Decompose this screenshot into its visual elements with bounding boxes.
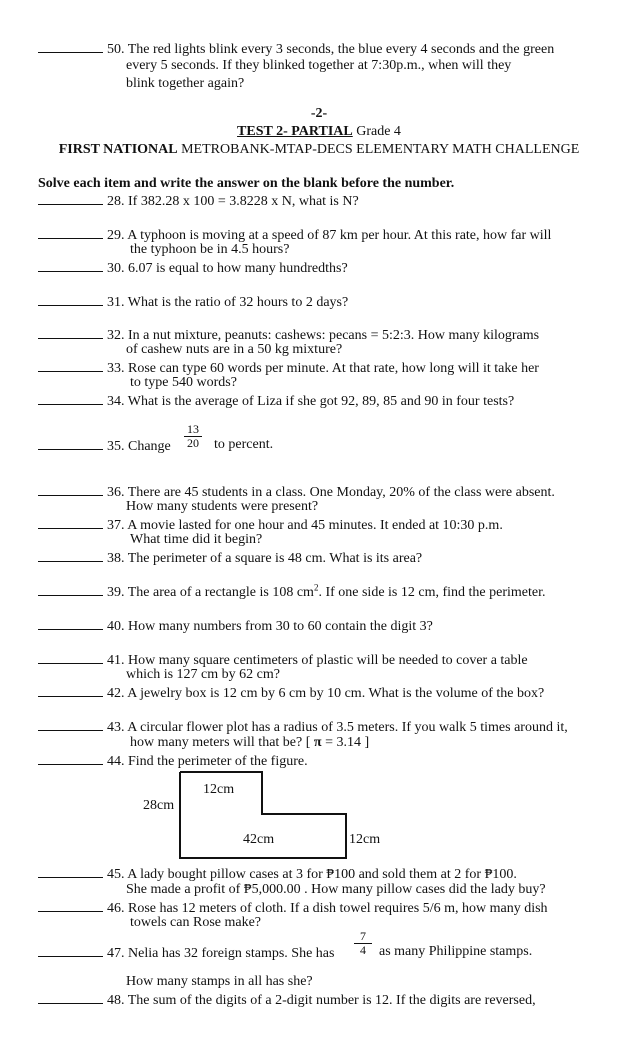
question-39 bbox=[38, 582, 628, 602]
answer-blank[interactable] bbox=[38, 225, 103, 239]
question-text: 44. Find the perimeter of the figure. bbox=[107, 754, 308, 769]
question-text: of cashew nuts are in a 50 kg mixture? bbox=[126, 342, 343, 357]
question-34 bbox=[38, 391, 628, 411]
question-text: 39. The area of a rectangle is 108 cm bbox=[107, 585, 314, 600]
question-text: to percent. bbox=[214, 437, 274, 452]
answer-blank[interactable] bbox=[38, 650, 103, 664]
answer-blank[interactable] bbox=[38, 548, 103, 562]
question-text: to type 540 words? bbox=[130, 375, 237, 390]
question-text: the typhoon be in 4.5 hours? bbox=[130, 242, 290, 257]
answer-blank[interactable] bbox=[38, 943, 103, 957]
question-46 bbox=[38, 898, 628, 918]
question-35 bbox=[38, 436, 628, 456]
question-text: 32. In a nut mixture, peanuts: cashews: pecans = 5:2:3. How many kilograms bbox=[107, 328, 540, 343]
answer-blank[interactable] bbox=[38, 864, 103, 878]
question-text: She made a profit of ₱5,000.00 . How many pillow cases did the lady buy? bbox=[126, 882, 546, 897]
question-text: as many Philippine stamps. bbox=[379, 944, 533, 959]
answer-blank[interactable] bbox=[38, 751, 103, 765]
figure-label-left: 28cm bbox=[143, 798, 175, 813]
answer-blank[interactable] bbox=[38, 898, 103, 912]
answer-blank[interactable] bbox=[38, 436, 103, 450]
answer-blank[interactable] bbox=[38, 325, 103, 339]
question-text: 41. How many square centimeters of plastic will be needed to cover a table bbox=[107, 653, 528, 668]
question-text: towels can Rose make? bbox=[130, 915, 262, 930]
answer-blank[interactable] bbox=[38, 515, 103, 529]
question-text-part: how many meters will that be? [ bbox=[130, 735, 314, 750]
question-text: 34. What is the average of Liza if she got 92, 89, 85 and 90 in four tests? bbox=[107, 394, 515, 409]
question-50 bbox=[38, 39, 628, 59]
fraction-denominator: 4 bbox=[360, 943, 366, 957]
contest-rest-text: METROBANK-MTAP-DECS ELEMENTARY MATH CHALLENGE bbox=[177, 142, 580, 157]
question-text: which is 127 cm by 62 cm? bbox=[126, 667, 280, 682]
figure-label-top: 12cm bbox=[203, 782, 235, 797]
question-text: How many students were present? bbox=[126, 499, 319, 514]
fraction-numerator: 7 bbox=[354, 930, 372, 944]
instructions: Solve each item and write the answer on the blank before the number. bbox=[38, 176, 455, 191]
pi-symbol: π bbox=[313, 735, 322, 750]
answer-blank[interactable] bbox=[38, 717, 103, 731]
answer-blank[interactable] bbox=[38, 616, 103, 630]
question-31 bbox=[38, 292, 628, 312]
answer-blank[interactable] bbox=[38, 391, 103, 405]
question-text: 45. A lady bought pillow cases at 3 for ₱100 and sold them at 2 for ₱100. bbox=[107, 867, 517, 882]
question-text: 47. Nelia has 32 foreign stamps. She has bbox=[107, 946, 335, 961]
question-33 bbox=[38, 358, 628, 378]
question-text: 37. A movie lasted for one hour and 45 minutes. It ended at 10:30 p.m. bbox=[107, 518, 503, 533]
question-37 bbox=[38, 515, 628, 535]
answer-blank[interactable] bbox=[38, 258, 103, 272]
contest-bold-text: FIRST NATIONAL bbox=[58, 142, 178, 157]
test-title-text: TEST 2- PARTIAL bbox=[237, 124, 353, 139]
figure-label-right: 12cm bbox=[349, 832, 381, 847]
superscript: 2 bbox=[313, 582, 319, 593]
fraction-13-20 bbox=[184, 423, 202, 450]
question-text: 50. The red lights blink every 3 seconds, the blue every 4 seconds and the green bbox=[107, 42, 555, 57]
question-text: 36. There are 45 students in a class. One Monday, 20% of the class were absent. bbox=[107, 485, 555, 500]
question-text: What time did it begin? bbox=[130, 532, 263, 547]
answer-blank[interactable] bbox=[38, 358, 103, 372]
question-48 bbox=[38, 990, 628, 1010]
answer-blank[interactable] bbox=[38, 482, 103, 496]
fraction-denominator: 20 bbox=[187, 436, 199, 450]
question-text bbox=[130, 734, 369, 752]
answer-blank[interactable] bbox=[38, 191, 103, 205]
question-30 bbox=[38, 258, 628, 278]
page-number: -2- bbox=[310, 106, 328, 121]
question-28 bbox=[38, 191, 628, 211]
question-text: 31. What is the ratio of 32 hours to 2 days? bbox=[107, 295, 349, 310]
answer-blank[interactable] bbox=[38, 39, 103, 53]
contest-title bbox=[0, 141, 638, 159]
answer-blank[interactable] bbox=[38, 990, 103, 1004]
question-text: 28. If 382.28 x 100 = 3.8228 x N, what is N? bbox=[107, 194, 359, 209]
question-text: every 5 seconds. If they blinked together at 7:30p.m., when will they bbox=[126, 58, 512, 73]
question-38 bbox=[38, 548, 628, 568]
answer-blank[interactable] bbox=[38, 582, 103, 596]
question-text: 43. A circular flower plot has a radius of 3.5 meters. If you walk 5 times around it, bbox=[107, 720, 568, 735]
question-text: 29. A typhoon is moving at a speed of 87 km per hour. At this rate, how far will bbox=[107, 228, 552, 243]
question-47 bbox=[38, 943, 628, 963]
question-text: blink together again? bbox=[126, 76, 245, 91]
question-text-part: = 3.14 ] bbox=[321, 735, 370, 750]
question-29 bbox=[38, 225, 628, 245]
question-text: 40. How many numbers from 30 to 60 contain the digit 3? bbox=[107, 619, 433, 634]
figure-label-bottom: 42cm bbox=[243, 832, 275, 847]
fraction-7-4 bbox=[354, 930, 372, 957]
question-text: 30. 6.07 is equal to how many hundredths? bbox=[107, 261, 348, 276]
question-text: 42. A jewelry box is 12 cm by 6 cm by 10 cm. What is the volume of the box? bbox=[107, 686, 545, 701]
question-text: 33. Rose can type 60 words per minute. At that rate, how long will it take her bbox=[107, 361, 539, 376]
question-text: 46. Rose has 12 meters of cloth. If a dish towel requires 5/6 m, how many dish bbox=[107, 901, 548, 916]
test-title bbox=[0, 123, 638, 141]
answer-blank[interactable] bbox=[38, 683, 103, 697]
question-text: 38. The perimeter of a square is 48 cm. What is its area? bbox=[107, 551, 423, 566]
question-42 bbox=[38, 683, 628, 703]
question-text: 48. The sum of the digits of a 2-digit number is 12. If the digits are reversed, bbox=[107, 993, 536, 1008]
question-text: How many stamps in all has she? bbox=[126, 974, 313, 989]
question-text: 35. Change bbox=[107, 439, 171, 454]
grade-text: Grade 4 bbox=[352, 124, 401, 139]
question-40 bbox=[38, 616, 628, 636]
answer-blank[interactable] bbox=[38, 292, 103, 306]
question-text: . If one side is 12 cm, find the perimeter. bbox=[318, 585, 546, 600]
fraction-numerator: 13 bbox=[184, 423, 202, 437]
